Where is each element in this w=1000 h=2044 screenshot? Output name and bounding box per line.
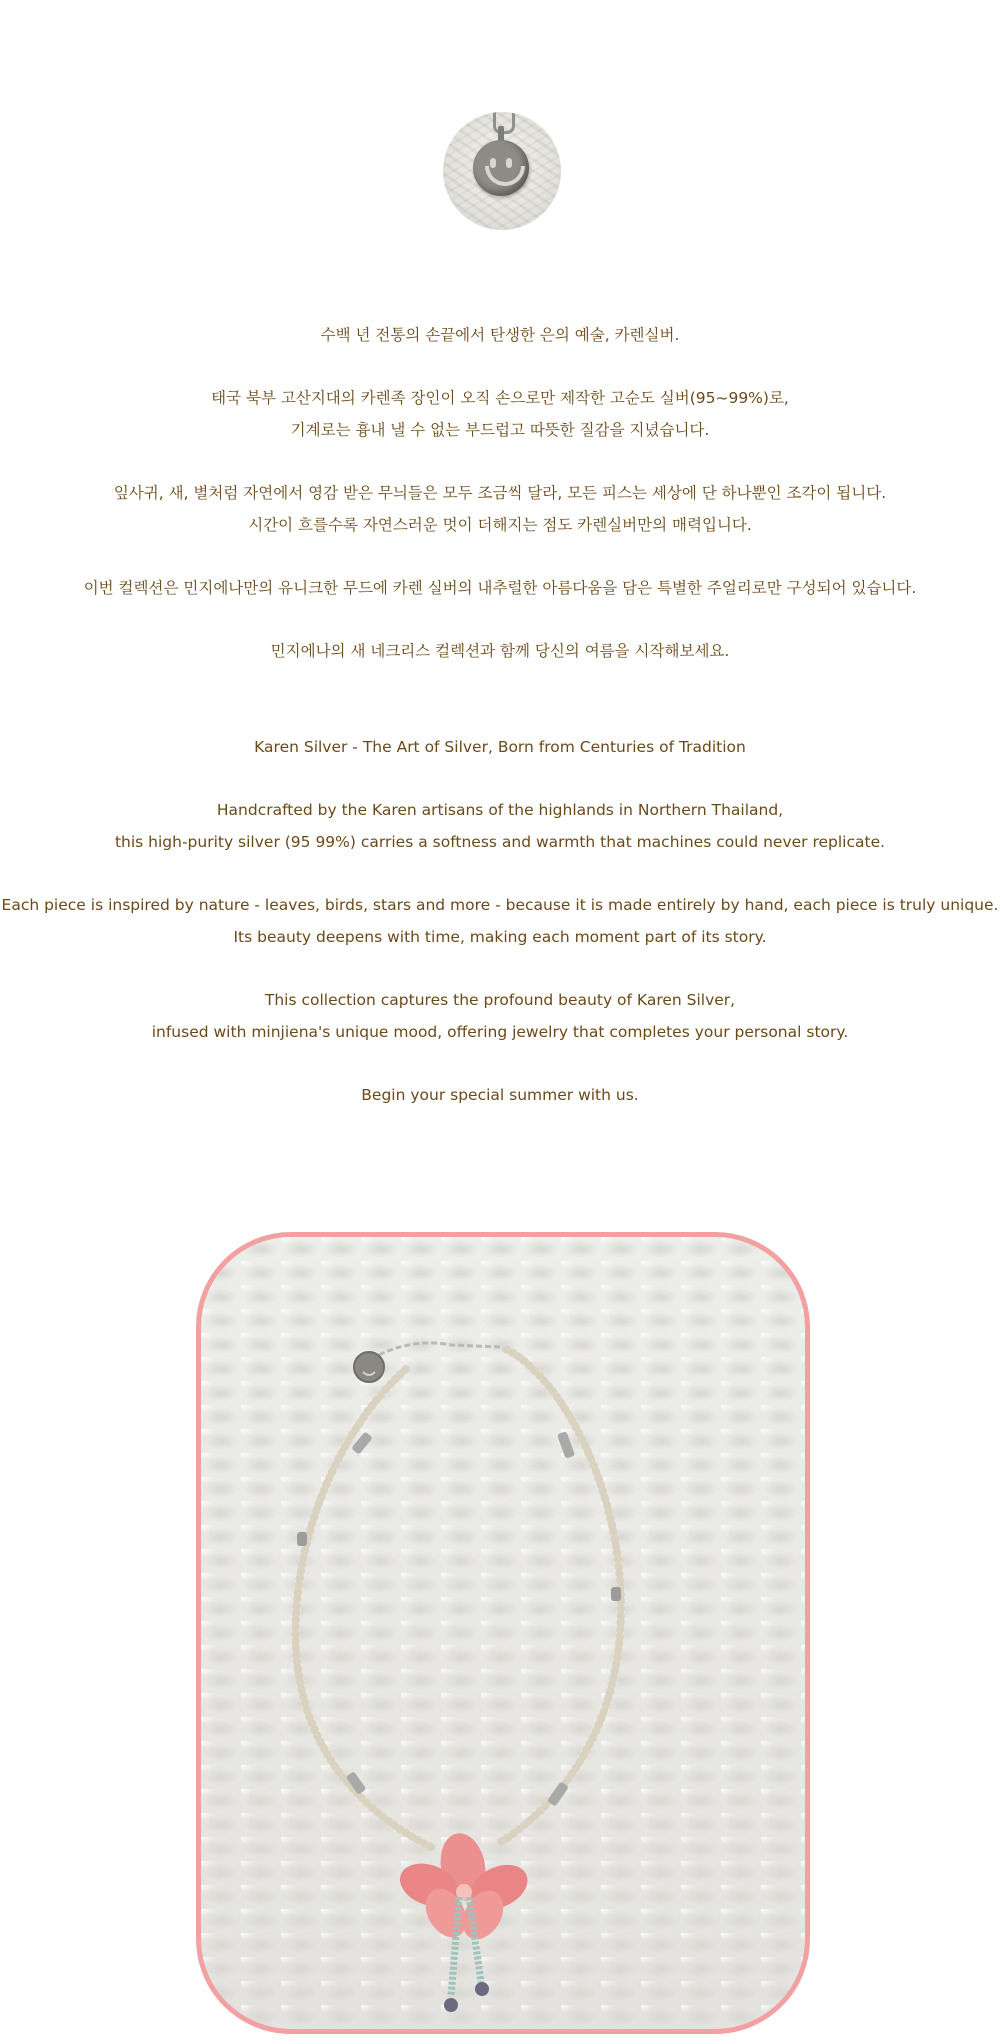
text-line: This collection captures the profound beauty of Karen Silver, bbox=[264, 991, 736, 1009]
necklace-illustration bbox=[201, 1237, 805, 2029]
text-line: Karen Silver - The Art of Silver, Born from Centuries of Tradition bbox=[254, 738, 746, 756]
text-line: 이번 컬렉션은 민지에나만의 유니크한 무드에 카렌 실버의 내추럴한 아름다움을 담은 특별한 주얼리로만 구성되어 있습니다. bbox=[83, 579, 917, 597]
text-line: 민지에나의 새 네크리스 컬렉션과 함께 당신의 여름을 시작해보세요. bbox=[270, 642, 730, 660]
text-line: Its beauty deepens with time, making each moment part of its story. bbox=[233, 928, 767, 946]
text-line: Each piece is inspired by nature - leaves, birds, stars and more - because it is made entirely by hand, each piece is truly unique. bbox=[1, 896, 999, 914]
text-line: 수백 년 전통의 손끝에서 탄생한 은의 예술, 카렌실버. bbox=[320, 326, 680, 344]
pink-flower-pendant bbox=[394, 1830, 535, 1947]
text-line: this high-purity silver (95 99%) carries a softness and warmth that machines could never replicate. bbox=[114, 833, 886, 851]
text-line: Handcrafted by the Karen artisans of the highlands in Northern Thailand, bbox=[216, 801, 784, 819]
english-description bbox=[0, 731, 1000, 1111]
korean-description bbox=[0, 319, 1000, 667]
smiley-charm-icon bbox=[354, 1352, 384, 1382]
clasp-chain bbox=[371, 1343, 501, 1359]
text-line: Begin your special summer with us. bbox=[361, 1086, 639, 1104]
text-line: 태국 북부 고산지대의 카렌족 장인이 오직 손으로만 제작한 고순도 실버(95~99%)로, bbox=[211, 389, 789, 407]
smiley-charm-logo-icon bbox=[443, 112, 561, 230]
text-line: 잎사귀, 새, 별처럼 자연에서 영감 받은 무늬들은 모두 조금씩 달라, 모든 피스는 세상에 단 하나뿐인 조각이 됩니다. bbox=[113, 484, 887, 502]
text-line: infused with minjiena's unique mood, offering jewelry that completes your personal story. bbox=[151, 1023, 849, 1041]
text-line: 시간이 흐를수록 자연스러운 멋이 더해지는 점도 카렌실버만의 매력입니다. bbox=[248, 516, 752, 534]
necklace-product-photo bbox=[196, 1232, 810, 2034]
text-line: 기계로는 흉내 낼 수 없는 부드럽고 따뜻한 질감을 지녔습니다. bbox=[290, 421, 710, 439]
